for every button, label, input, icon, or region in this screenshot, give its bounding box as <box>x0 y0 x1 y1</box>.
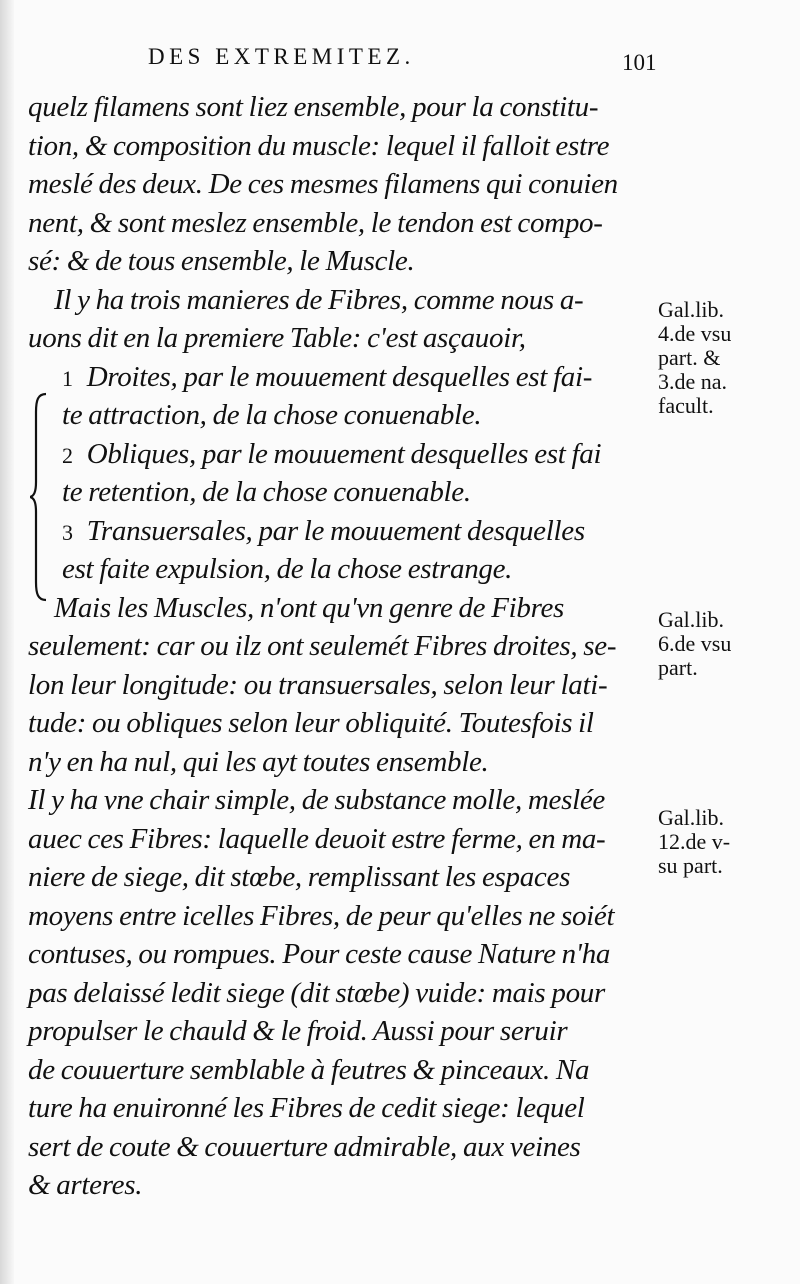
text-line: de couuerture semblable à feutres & pinceaux. Na <box>28 1053 590 1086</box>
list-item-2 <box>28 435 658 474</box>
text-line: Droites, par le mouuement desquelles est fai- <box>86 360 593 393</box>
text-line: meslé des deux. De ces mesmes filamens qui conuien <box>28 168 618 200</box>
text-line: n'y en ha nul, qui les ayt toutes ensemble. <box>28 745 489 778</box>
text-line: Il y ha trois manieres de Fibres, comme nous a- <box>54 283 584 316</box>
text-line: moyens entre icelles Fibres, de peur qu'elles ne soiét <box>28 899 615 932</box>
margin-note-line: 4.de vsu <box>658 321 732 346</box>
margin-note-galen-3 <box>658 806 798 878</box>
text-line: est faite expulsion, de la chose estrange. <box>62 553 513 585</box>
list-number: 1 <box>62 365 73 391</box>
text-line: tion, & composition du muscle: lequel il falloit estre <box>28 129 610 162</box>
margin-note-line: Gal.lib. <box>658 805 724 830</box>
text-line: te retention, de la chose conuenable. <box>62 476 471 508</box>
body-text <box>28 88 658 1205</box>
margin-note-galen-2 <box>658 608 798 680</box>
text-line: uons dit en la premiere Table: c'est asçauoir, <box>28 322 526 354</box>
text-line: sert de coute & couuerture admirable, aux veines <box>28 1130 581 1163</box>
list-number: 2 <box>62 442 73 468</box>
text-line: ture ha enuironné les Fibres de cedit siege: lequel <box>28 1092 585 1124</box>
page-gutter-shadow <box>0 0 14 1284</box>
margin-note-line: 12.de v- <box>658 829 731 854</box>
list-number: 3 <box>62 519 73 545</box>
margin-note-galen-1 <box>658 298 798 418</box>
margin-note-line: 6.de vsu <box>658 631 732 656</box>
text-line: sé: & de tous ensemble, le Muscle. <box>28 245 415 277</box>
text-line: Mais les Muscles, n'ont qu'vn genre de Fibres <box>54 591 565 624</box>
margin-note-line: part. <box>658 655 698 680</box>
list-item-3 <box>28 512 658 551</box>
text-line: & arteres. <box>28 1169 143 1201</box>
list-item-1 <box>28 358 658 397</box>
text-line: te attraction, de la chose conuenable. <box>62 399 482 431</box>
text-line: seulement: car ou ilz ont seulemét Fibres droites, se- <box>28 630 617 662</box>
text-line: quelz filamens sont liez ensemble, pour la constitu- <box>28 91 599 123</box>
text-line: lon leur longitude: ou transuersales, selon leur lati- <box>28 668 608 701</box>
text-line: pas delaissé ledit siege (dit stœbe) vuide: mais pour <box>28 976 605 1009</box>
margin-note-line: facult. <box>658 393 714 418</box>
text-line: Obliques, par le mouuement desquelles est fai <box>86 437 602 470</box>
text-line: nent, & sont meslez ensemble, le tendon est compo- <box>28 206 603 239</box>
margin-note-line: 3.de na. <box>658 369 728 394</box>
margin-note-line: Gal.lib. <box>658 607 724 632</box>
text-line: Il y ha vne chair simple, de substance molle, meslée <box>28 784 605 816</box>
margin-note-line: su part. <box>658 853 723 878</box>
text-line: Transuersales, par le mouuement desquelles <box>86 514 585 547</box>
list-brace <box>30 392 50 602</box>
text-line: propulser le chauld & le froid. Aussi pour seruir <box>28 1015 568 1047</box>
margin-note-line: Gal.lib. <box>658 297 724 322</box>
text-line: auec ces Fibres: laquelle deuoit estre ferme, en ma- <box>28 822 606 855</box>
text-line: contuses, ou rompues. Pour ceste cause Nature n'ha <box>28 938 611 970</box>
running-head: DES EXTREMITEZ. <box>148 44 415 69</box>
text-line: niere de siege, dit stœbe, remplissant les espaces <box>28 861 571 893</box>
page-number: 101 <box>622 50 657 75</box>
text-line: tude: ou obliques selon leur obliquité. Toutesfois il <box>28 707 594 739</box>
margin-note-line: part. & <box>658 345 721 370</box>
